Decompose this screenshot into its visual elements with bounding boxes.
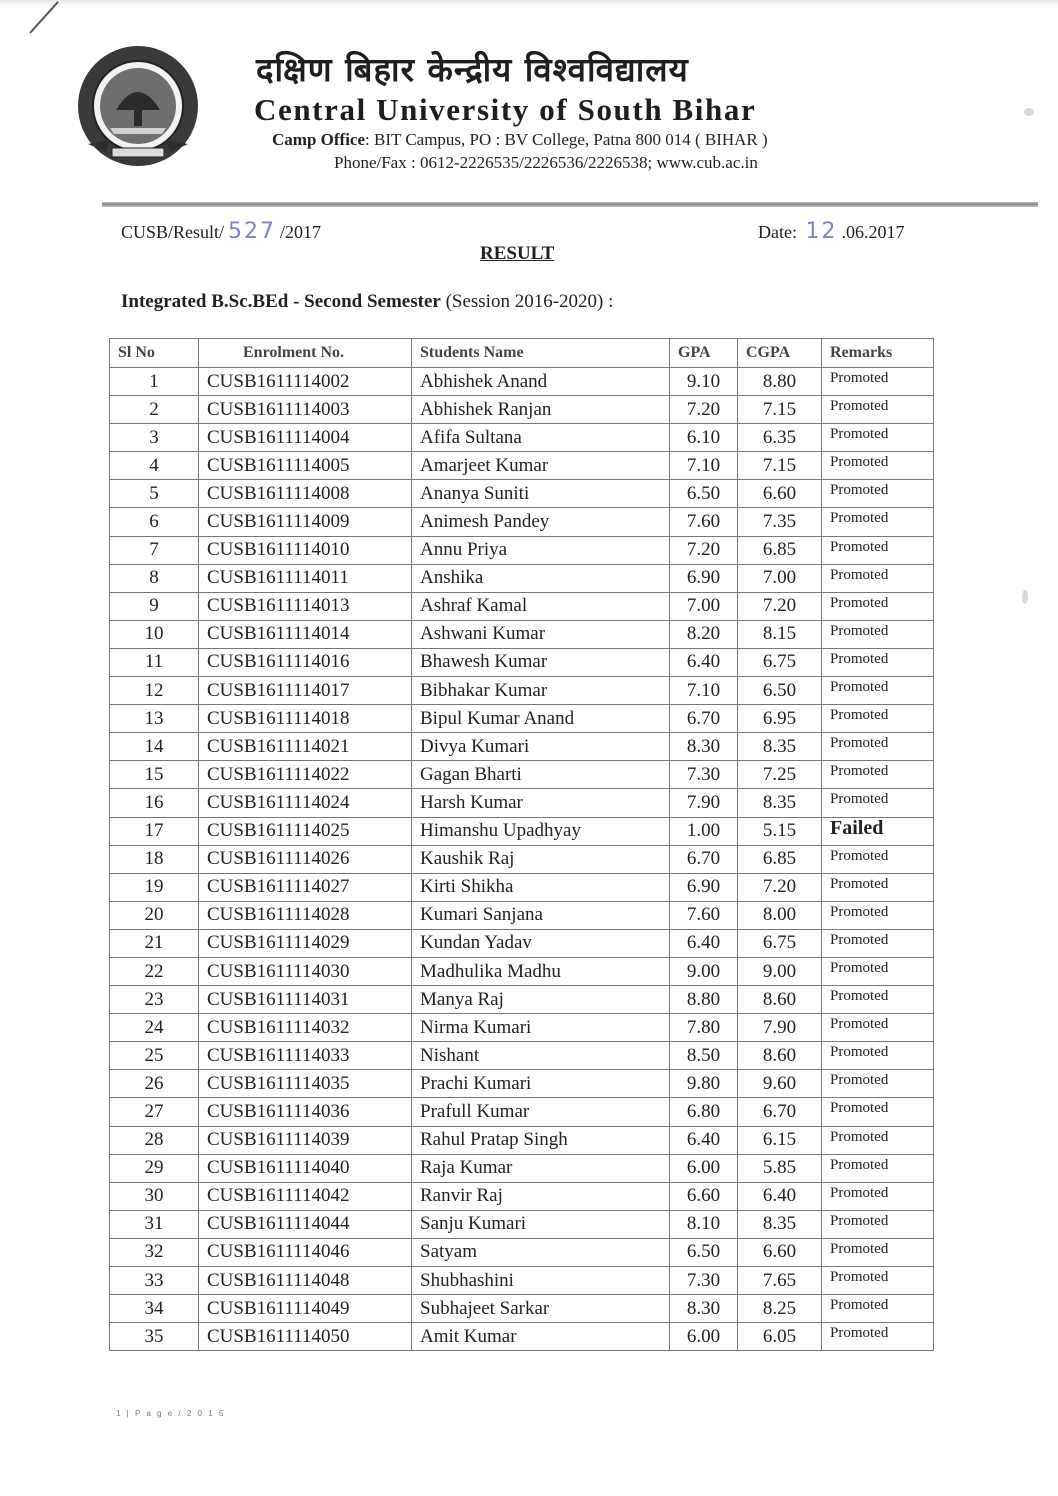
remarks-cell: Promoted [822,620,934,648]
enrolment-no-cell: CUSB1611114016 [199,648,412,676]
programme-session: (Session 2016-2020) : [440,291,614,312]
gpa-cell: 6.50 [670,480,738,508]
sl-no-cell: 15 [110,761,199,789]
sl-no-cell: 31 [110,1210,199,1238]
enrolment-no-cell: CUSB1611114025 [199,817,412,845]
cgpa-cell: 6.50 [738,677,822,705]
sl-no-cell: 20 [110,901,199,929]
gpa-cell: 7.60 [670,901,738,929]
enrolment-no-cell: CUSB1611114018 [199,705,412,733]
remarks-cell: Promoted [822,480,934,508]
student-name-cell: Madhulika Madhu [412,957,670,985]
reference-suffix: /2017 [280,222,322,242]
university-name-hindi: दक्षिण बिहार केन्द्रीय विश्वविद्यालय [256,50,689,89]
programme-title: Integrated B.Sc.BEd - Second Semester [121,291,441,312]
student-name-cell: Bibhakar Kumar [412,677,670,705]
remarks-cell: Promoted [822,368,934,396]
enrolment-no-cell: CUSB1611114013 [199,592,412,620]
student-name-cell: Prachi Kumari [412,1070,670,1098]
cgpa-cell: 8.00 [738,901,822,929]
gpa-cell: 6.70 [670,845,738,873]
table-row [110,817,934,845]
table-row [110,452,934,480]
header-sl-no: Sl No [110,339,199,368]
enrolment-no-cell: CUSB1611114024 [199,789,412,817]
gpa-cell: 1.00 [670,817,738,845]
table-row [110,368,934,396]
table-row [110,1070,934,1098]
remarks-cell: Promoted [822,986,934,1014]
sl-no-cell: 2 [110,396,199,424]
enrolment-no-cell: CUSB1611114027 [199,873,412,901]
remarks-cell: Promoted [822,564,934,592]
camp-office-address [272,130,952,150]
student-name-cell: Annu Priya [412,536,670,564]
remarks-cell: Promoted [822,508,934,536]
cgpa-cell: 6.60 [738,480,822,508]
sl-no-cell: 4 [110,452,199,480]
header-remarks: Remarks [822,339,934,368]
sl-no-cell: 18 [110,845,199,873]
table-row [110,396,934,424]
programme-line [121,291,613,313]
gpa-cell: 6.00 [670,1323,738,1351]
enrolment-no-cell: CUSB1611114008 [199,480,412,508]
gpa-cell: 8.20 [670,620,738,648]
gpa-cell: 7.30 [670,761,738,789]
enrolment-no-cell: CUSB1611114004 [199,424,412,452]
cgpa-cell: 7.20 [738,592,822,620]
table-row [110,761,934,789]
cgpa-cell: 8.35 [738,789,822,817]
cgpa-cell: 8.35 [738,1210,822,1238]
remarks-cell: Promoted [822,1267,934,1295]
remarks-cell: Promoted [822,424,934,452]
table-row [110,480,934,508]
table-row [110,1042,934,1070]
enrolment-no-cell: CUSB1611114005 [199,452,412,480]
sl-no-cell: 14 [110,733,199,761]
cgpa-cell: 6.35 [738,424,822,452]
student-name-cell: Prafull Kumar [412,1098,670,1126]
table-row [110,592,934,620]
enrolment-no-cell: CUSB1611114021 [199,733,412,761]
sl-no-cell: 8 [110,564,199,592]
cgpa-cell: 6.85 [738,845,822,873]
scan-smudge [1024,108,1034,116]
enrolment-no-cell: CUSB1611114040 [199,1154,412,1182]
table-row [110,677,934,705]
student-name-cell: Ananya Suniti [412,480,670,508]
student-name-cell: Kundan Yadav [412,929,670,957]
student-name-cell: Subhajeet Sarkar [412,1295,670,1323]
sl-no-cell: 12 [110,677,199,705]
header-enrolment-no: Enrolment No. [199,339,412,368]
table-row [110,564,934,592]
enrolment-no-cell: CUSB1611114036 [199,1098,412,1126]
remarks-cell: Promoted [822,1098,934,1126]
cgpa-cell: 8.80 [738,368,822,396]
sl-no-cell: 16 [110,789,199,817]
sl-no-cell: 35 [110,1323,199,1351]
table-row [110,845,934,873]
remarks-cell: Promoted [822,592,934,620]
student-name-cell: Ashraf Kamal [412,592,670,620]
gpa-cell: 7.10 [670,677,738,705]
phone-fax-line: Phone/Fax : 0612-2226535/2226536/2226538; www.cub.ac.in [334,153,758,172]
gpa-cell: 7.20 [670,536,738,564]
enrolment-no-cell: CUSB1611114050 [199,1323,412,1351]
table-row [110,1267,934,1295]
student-name-cell: Sanju Kumari [412,1210,670,1238]
cgpa-cell: 6.85 [738,536,822,564]
page-footer: 1 | P a g e / 2 0 1 5 [116,1409,226,1418]
enrolment-no-cell: CUSB1611114039 [199,1126,412,1154]
sl-no-cell: 1 [110,368,199,396]
remarks-cell: Promoted [822,761,934,789]
cgpa-cell: 6.60 [738,1238,822,1266]
sl-no-cell: 32 [110,1238,199,1266]
gpa-cell: 8.80 [670,986,738,1014]
result-heading: RESULT [480,243,555,264]
remarks-cell: Promoted [822,733,934,761]
gpa-cell: 6.50 [670,1238,738,1266]
enrolment-no-cell: CUSB1611114026 [199,845,412,873]
sl-no-cell: 26 [110,1070,199,1098]
enrolment-no-cell: CUSB1611114003 [199,396,412,424]
sl-no-cell: 19 [110,873,199,901]
sl-no-cell: 6 [110,508,199,536]
cgpa-cell: 6.70 [738,1098,822,1126]
sl-no-cell: 17 [110,817,199,845]
table-row [110,1295,934,1323]
student-name-cell: Amit Kumar [412,1323,670,1351]
enrolment-no-cell: CUSB1611114030 [199,957,412,985]
student-name-cell: Divya Kumari [412,733,670,761]
university-seal-icon [76,44,200,168]
student-name-cell: Nirma Kumari [412,1014,670,1042]
enrolment-no-cell: CUSB1611114029 [199,929,412,957]
remarks-cell: Promoted [822,1126,934,1154]
student-name-cell: Manya Raj [412,986,670,1014]
enrolment-no-cell: CUSB1611114046 [199,1238,412,1266]
table-row [110,986,934,1014]
cgpa-cell: 7.25 [738,761,822,789]
cgpa-cell: 8.25 [738,1295,822,1323]
enrolment-no-cell: CUSB1611114014 [199,620,412,648]
gpa-cell: 6.70 [670,705,738,733]
sl-no-cell: 9 [110,592,199,620]
remarks-cell: Promoted [822,957,934,985]
sl-no-cell: 23 [110,986,199,1014]
sl-no-cell: 28 [110,1126,199,1154]
cgpa-cell: 7.35 [738,508,822,536]
table-row [110,929,934,957]
issue-date [758,219,904,244]
sl-no-cell: 7 [110,536,199,564]
reference-prefix: CUSB/Result/ [121,222,225,242]
enrolment-no-cell: CUSB1611114017 [199,677,412,705]
sl-no-cell: 29 [110,1154,199,1182]
student-name-cell: Ranvir Raj [412,1182,670,1210]
camp-office-label: Camp Office [272,130,366,149]
cgpa-cell: 8.35 [738,733,822,761]
enrolment-no-cell: CUSB1611114028 [199,901,412,929]
table-row [110,620,934,648]
student-name-cell: Himanshu Upadhyay [412,817,670,845]
sl-no-cell: 21 [110,929,199,957]
table-row [110,901,934,929]
remarks-cell: Promoted [822,648,934,676]
table-row [110,1098,934,1126]
cgpa-cell: 5.85 [738,1154,822,1182]
table-row [110,424,934,452]
gpa-cell: 7.90 [670,789,738,817]
cgpa-cell: 6.05 [738,1323,822,1351]
remarks-cell: Promoted [822,1238,934,1266]
table-row [110,1014,934,1042]
table-row [110,508,934,536]
remarks-cell: Failed [822,817,934,845]
remarks-cell: Promoted [822,677,934,705]
cgpa-cell: 8.60 [738,986,822,1014]
gpa-cell: 8.50 [670,1042,738,1070]
cgpa-cell: 6.40 [738,1182,822,1210]
enrolment-no-cell: CUSB1611114011 [199,564,412,592]
enrolment-no-cell: CUSB1611114002 [199,368,412,396]
cgpa-cell: 7.20 [738,873,822,901]
date-label: Date: [758,222,797,242]
table-row [110,705,934,733]
cgpa-cell: 7.90 [738,1014,822,1042]
gpa-cell: 6.40 [670,1126,738,1154]
gpa-cell: 6.90 [670,564,738,592]
gpa-cell: 9.00 [670,957,738,985]
cgpa-cell: 6.75 [738,648,822,676]
sl-no-cell: 10 [110,620,199,648]
remarks-cell: Promoted [822,1323,934,1351]
student-name-cell: Animesh Pandey [412,508,670,536]
date-handwritten-day: 12 [805,219,838,244]
remarks-cell: Promoted [822,1154,934,1182]
student-name-cell: Kirti Shikha [412,873,670,901]
scan-smudge [1022,590,1028,604]
table-row [110,1323,934,1351]
enrolment-no-cell: CUSB1611114044 [199,1210,412,1238]
table-row [110,873,934,901]
enrolment-no-cell: CUSB1611114009 [199,508,412,536]
cgpa-cell: 6.75 [738,929,822,957]
enrolment-no-cell: CUSB1611114035 [199,1070,412,1098]
gpa-cell: 8.30 [670,1295,738,1323]
remarks-cell: Promoted [822,1042,934,1070]
table-header-row [110,339,934,368]
sl-no-cell: 34 [110,1295,199,1323]
remarks-cell: Promoted [822,1210,934,1238]
enrolment-no-cell: CUSB1611114022 [199,761,412,789]
cgpa-cell: 8.15 [738,620,822,648]
cgpa-cell: 6.95 [738,705,822,733]
header-gpa: GPA [670,339,738,368]
remarks-cell: Promoted [822,901,934,929]
results-table [109,338,934,1351]
gpa-cell: 7.20 [670,396,738,424]
cgpa-cell: 8.60 [738,1042,822,1070]
sl-no-cell: 33 [110,1267,199,1295]
camp-office-text: : BIT Campus, PO : BV College, Patna 800 014 ( BIHAR ) [365,130,768,149]
gpa-cell: 6.40 [670,648,738,676]
sl-no-cell: 22 [110,957,199,985]
student-name-cell: Bipul Kumar Anand [412,705,670,733]
remarks-cell: Promoted [822,929,934,957]
sl-no-cell: 13 [110,705,199,733]
gpa-cell: 6.90 [670,873,738,901]
student-name-cell: Raja Kumar [412,1154,670,1182]
gpa-cell: 6.40 [670,929,738,957]
student-name-cell: Rahul Pratap Singh [412,1126,670,1154]
student-name-cell: Amarjeet Kumar [412,452,670,480]
enrolment-no-cell: CUSB1611114033 [199,1042,412,1070]
cgpa-cell: 7.65 [738,1267,822,1295]
student-name-cell: Gagan Bharti [412,761,670,789]
gpa-cell: 6.80 [670,1098,738,1126]
cgpa-cell: 9.00 [738,957,822,985]
table-row [110,789,934,817]
scan-top-edge [0,0,1058,6]
sl-no-cell: 25 [110,1042,199,1070]
sl-no-cell: 3 [110,424,199,452]
enrolment-no-cell: CUSB1611114010 [199,536,412,564]
student-name-cell: Kaushik Raj [412,845,670,873]
remarks-cell: Promoted [822,845,934,873]
table-row [110,648,934,676]
table-row [110,1238,934,1266]
enrolment-no-cell: CUSB1611114049 [199,1295,412,1323]
remarks-cell: Promoted [822,1295,934,1323]
student-name-cell: Harsh Kumar [412,789,670,817]
cgpa-cell: 9.60 [738,1070,822,1098]
remarks-cell: Promoted [822,536,934,564]
header-divider [102,202,1038,207]
date-rest: .06.2017 [841,222,905,242]
table-row [110,1154,934,1182]
header-student-name: Students Name [412,339,670,368]
cgpa-cell: 7.00 [738,564,822,592]
gpa-cell: 7.30 [670,1267,738,1295]
student-name-cell: Abhishek Anand [412,368,670,396]
reference-number [121,219,321,244]
enrolment-no-cell: CUSB1611114031 [199,986,412,1014]
sl-no-cell: 24 [110,1014,199,1042]
student-name-cell: Ashwani Kumar [412,620,670,648]
gpa-cell: 6.60 [670,1182,738,1210]
gpa-cell: 6.00 [670,1154,738,1182]
table-row [110,733,934,761]
enrolment-no-cell: CUSB1611114042 [199,1182,412,1210]
student-name-cell: Afifa Sultana [412,424,670,452]
student-name-cell: Anshika [412,564,670,592]
remarks-cell: Promoted [822,789,934,817]
cgpa-cell: 6.15 [738,1126,822,1154]
enrolment-no-cell: CUSB1611114032 [199,1014,412,1042]
sl-no-cell: 27 [110,1098,199,1126]
table-row [110,1182,934,1210]
gpa-cell: 7.80 [670,1014,738,1042]
student-name-cell: Bhawesh Kumar [412,648,670,676]
remarks-cell: Promoted [822,1070,934,1098]
sl-no-cell: 30 [110,1182,199,1210]
sl-no-cell: 5 [110,480,199,508]
student-name-cell: Satyam [412,1238,670,1266]
enrolment-no-cell: CUSB1611114048 [199,1267,412,1295]
student-name-cell: Abhishek Ranjan [412,396,670,424]
table-row [110,1126,934,1154]
pen-mark [29,1,59,34]
student-name-cell: Nishant [412,1042,670,1070]
remarks-cell: Promoted [822,1182,934,1210]
cgpa-cell: 7.15 [738,396,822,424]
gpa-cell: 8.10 [670,1210,738,1238]
gpa-cell: 6.10 [670,424,738,452]
gpa-cell: 7.60 [670,508,738,536]
gpa-cell: 7.10 [670,452,738,480]
header-cgpa: CGPA [738,339,822,368]
remarks-cell: Promoted [822,396,934,424]
gpa-cell: 8.30 [670,733,738,761]
remarks-cell: Promoted [822,1014,934,1042]
remarks-cell: Promoted [822,873,934,901]
student-name-cell: Kumari Sanjana [412,901,670,929]
table-row [110,1210,934,1238]
remarks-cell: Promoted [822,705,934,733]
university-name-english: Central University of South Bihar [254,92,757,127]
sl-no-cell: 11 [110,648,199,676]
reference-handwritten-number: 527 [228,219,277,244]
gpa-cell: 9.10 [670,368,738,396]
student-name-cell: Shubhashini [412,1267,670,1295]
table-row [110,957,934,985]
gpa-cell: 9.80 [670,1070,738,1098]
table-row [110,536,934,564]
gpa-cell: 7.00 [670,592,738,620]
remarks-cell: Promoted [822,452,934,480]
cgpa-cell: 7.15 [738,452,822,480]
cgpa-cell: 5.15 [738,817,822,845]
